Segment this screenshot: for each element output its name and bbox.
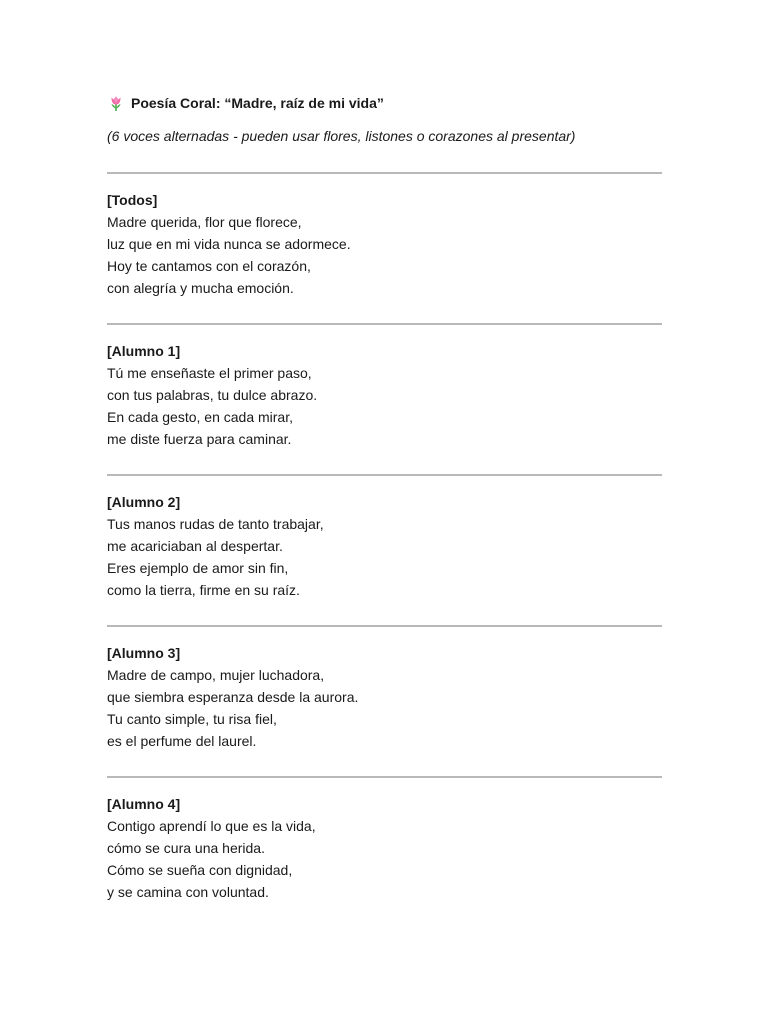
verse-line: como la tierra, firme en su raíz. xyxy=(107,582,300,598)
verse-line: me diste fuerza para caminar. xyxy=(107,431,292,447)
verse-line: En cada gesto, en cada mirar, xyxy=(107,409,293,425)
verse-line: Hoy te cantamos con el corazón, xyxy=(107,258,311,274)
verse-line: Tu canto simple, tu risa fiel, xyxy=(107,711,277,727)
verse-line: Eres ejemplo de amor sin fin, xyxy=(107,560,289,576)
poem-sections xyxy=(107,172,662,903)
poem-stanza xyxy=(107,325,662,474)
title-row xyxy=(107,92,662,114)
tulip-icon xyxy=(107,94,125,112)
verse-line: Contigo aprendí lo que es la vida, xyxy=(107,818,316,834)
verse-line: me acariciaban al despertar. xyxy=(107,538,283,554)
stanza-speaker: [Alumno 1] xyxy=(107,343,181,359)
verse-line: Madre querida, flor que florece, xyxy=(107,214,302,230)
stanza-speaker: [Alumno 2] xyxy=(107,494,181,510)
verse-line: Madre de campo, mujer luchadora, xyxy=(107,667,325,683)
verse-line: es el perfume del laurel. xyxy=(107,733,257,749)
verse-line: y se camina con voluntad. xyxy=(107,884,269,900)
verse-line: cómo se cura una herida. xyxy=(107,840,265,856)
document-title: Poesía Coral: “Madre, raíz de mi vida” xyxy=(131,95,384,111)
document-page xyxy=(107,92,662,903)
poem-stanza xyxy=(107,174,662,323)
stanza-speaker: [Alumno 4] xyxy=(107,796,181,812)
verse-line: Cómo se sueña con dignidad, xyxy=(107,862,293,878)
verse-line: Tú me enseñaste el primer paso, xyxy=(107,365,312,381)
verse-line: con alegría y mucha emoción. xyxy=(107,280,294,296)
verse-line: luz que en mi vida nunca se adormece. xyxy=(107,236,351,252)
verse-line: que siembra esperanza desde la aurora. xyxy=(107,689,359,705)
verse-line: con tus palabras, tu dulce abrazo. xyxy=(107,387,318,403)
poem-stanza xyxy=(107,627,662,776)
poem-stanza xyxy=(107,778,662,903)
poem-stanza xyxy=(107,476,662,625)
stanza-speaker: [Alumno 3] xyxy=(107,645,181,661)
stanza-speaker: [Todos] xyxy=(107,192,158,208)
verse-line: Tus manos rudas de tanto trabajar, xyxy=(107,516,324,532)
document-subtitle: (6 voces alternadas - pueden usar flores, listones o corazones al presentar) xyxy=(107,128,576,144)
